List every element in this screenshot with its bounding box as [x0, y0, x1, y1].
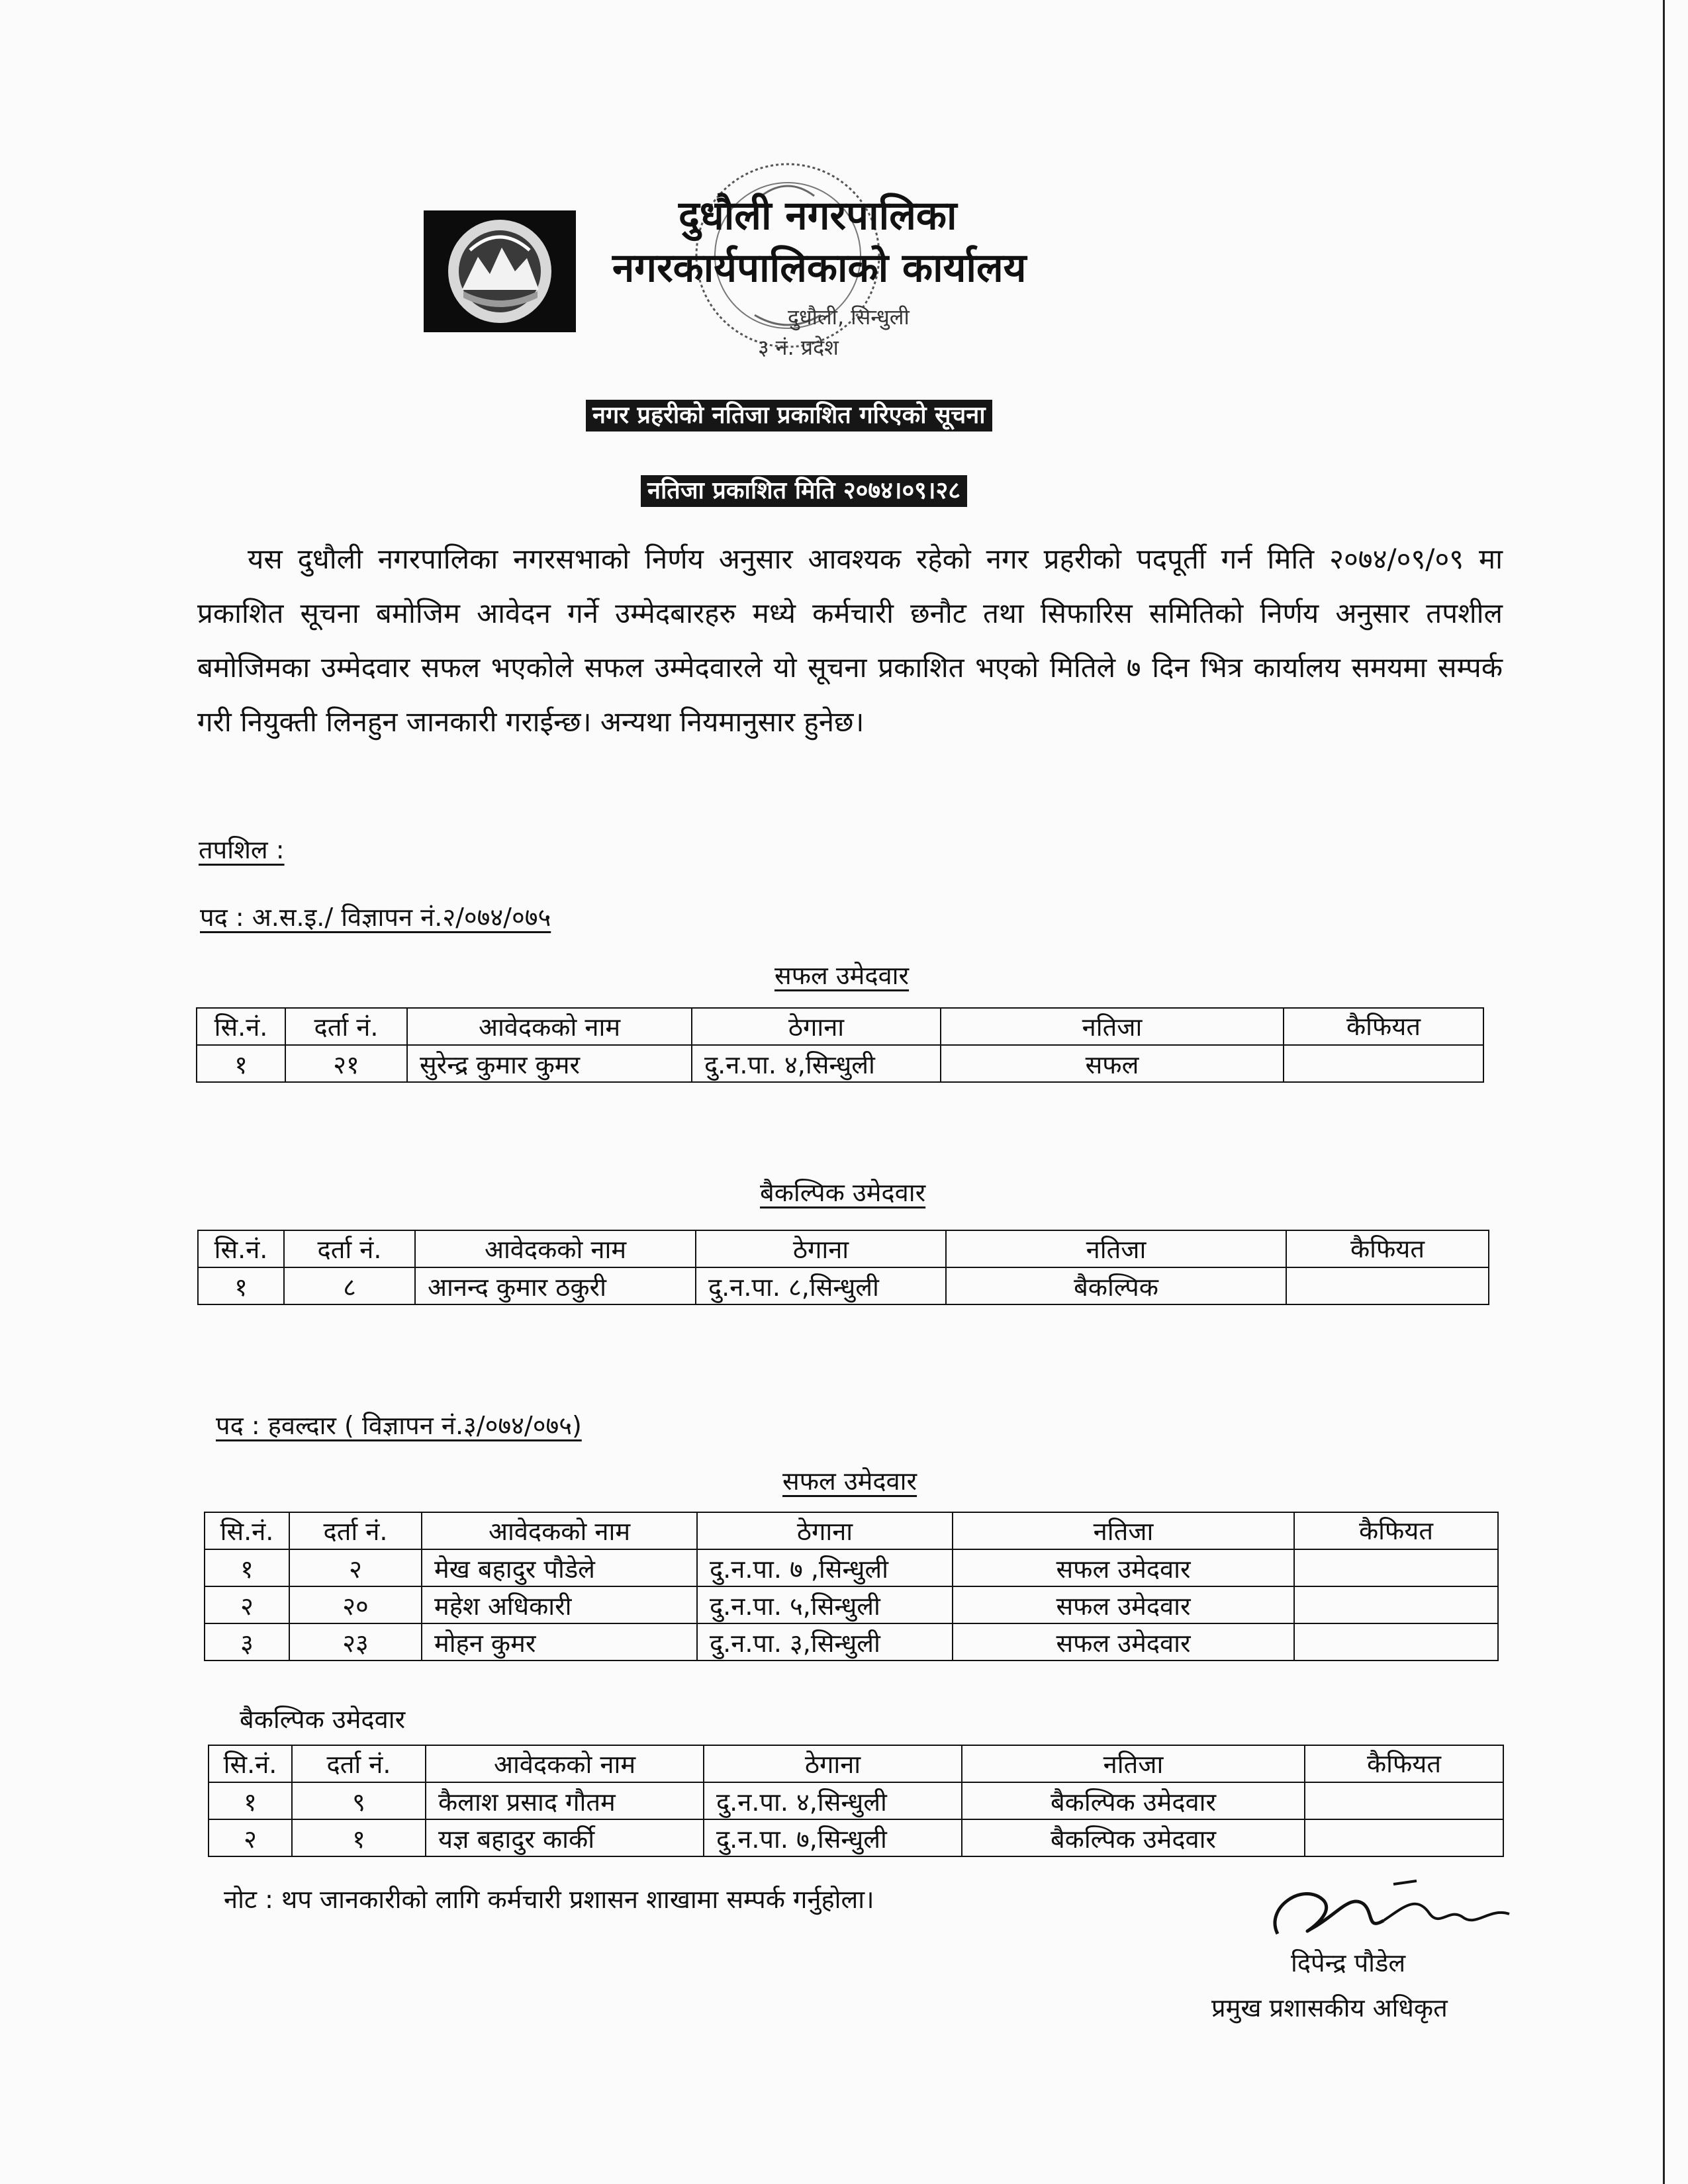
- office-district: दुधौली, सिन्धुली: [788, 304, 910, 330]
- address-cell: दु.न.पा. ८,सिन्धुली: [696, 1267, 946, 1304]
- result-cell: सफल उमेदवार: [953, 1586, 1294, 1623]
- result-cell: सफल उमेदवार: [953, 1623, 1294, 1661]
- government-emblem-icon: [424, 210, 576, 332]
- serial-cell: २: [209, 1819, 292, 1856]
- result-cell: सफल उमेदवार: [953, 1549, 1294, 1586]
- serial-cell: ३: [205, 1623, 289, 1661]
- table-row: [197, 1045, 1483, 1082]
- result-cell: बैकल्पिक उमेदवार: [962, 1782, 1305, 1819]
- column-header: दर्ता नं.: [289, 1512, 422, 1549]
- applicant-name-cell: कैलाश प्रसाद गौतम: [426, 1782, 704, 1819]
- column-header: सि.नं.: [197, 1008, 285, 1045]
- serial-cell: १: [197, 1045, 285, 1082]
- serial-cell: १: [205, 1549, 289, 1586]
- remarks-cell: [1305, 1782, 1503, 1819]
- column-header: नतिजा: [953, 1512, 1294, 1549]
- post-label: पद : हवल्दार ( विज्ञापन नं.३/०७४/०७५): [216, 1411, 582, 1440]
- column-header: आवेदकको नाम: [415, 1230, 696, 1267]
- alternate-candidates-table: [208, 1745, 1504, 1857]
- address-cell: दु.न.पा. ७,सिन्धुली: [704, 1819, 962, 1856]
- alternate-candidates-title: बैकल्पिक उमेदवार: [240, 1705, 406, 1734]
- column-header: आवेदकको नाम: [426, 1745, 704, 1782]
- scan-edge: [1663, 0, 1665, 2184]
- post-label: पद : अ.स.इ./ विज्ञापन नं.२/०७४/०७५: [200, 903, 551, 932]
- column-header: दर्ता नं.: [284, 1230, 415, 1267]
- address-cell: दु.न.पा. ४,सिन्धुली: [692, 1045, 941, 1082]
- successful-candidates-title: सफल उमेदवार: [782, 1467, 917, 1496]
- serial-cell: १: [209, 1782, 292, 1819]
- signer-title: प्रमुख प्रशासकीय अधिकृत: [1211, 1993, 1448, 2023]
- column-header: नतिजा: [941, 1008, 1284, 1045]
- serial-cell: १: [198, 1267, 284, 1304]
- table-row: [205, 1623, 1498, 1661]
- column-header: ठेगाना: [696, 1230, 946, 1267]
- result-date: नतिजा प्रकाशित मिति २०७४।०९।२८: [641, 475, 967, 507]
- address-cell: दु.न.पा. ३,सिन्धुली: [697, 1623, 953, 1661]
- registration-cell: २: [289, 1549, 422, 1586]
- applicant-name-cell: मेख बहादुर पौडेले: [422, 1549, 697, 1586]
- column-header: ठेगाना: [704, 1745, 962, 1782]
- alternate-candidates-title: बैकल्पिक उमेदवार: [760, 1178, 926, 1207]
- successful-candidates-title: सफल उमेदवार: [774, 961, 910, 990]
- alternate-candidates-table: [197, 1230, 1489, 1305]
- table-row: [198, 1267, 1489, 1304]
- registration-cell: १: [292, 1819, 426, 1856]
- table-row: [205, 1549, 1498, 1586]
- table-row: [209, 1782, 1503, 1819]
- notice-title: नगर प्रहरीको नतिजा प्रकाशित गरिएको सूचना: [586, 400, 992, 432]
- table-row: [209, 1819, 1503, 1856]
- column-header: सि.नं.: [209, 1745, 292, 1782]
- successful-candidates-table: [196, 1007, 1484, 1083]
- registration-cell: ९: [292, 1782, 426, 1819]
- registration-cell: ८: [284, 1267, 415, 1304]
- applicant-name-cell: सुरेन्द्र कुमार कुमर: [407, 1045, 692, 1082]
- column-header: सि.नं.: [205, 1512, 289, 1549]
- footer-note: नोट : थप जानकारीको लागि कर्मचारी प्रशासन शाखामा सम्पर्क गर्नुहोला।: [224, 1885, 874, 1914]
- notice-paragraph: यस दुधौली नगरपालिका नगरसभाको निर्णय अनुसार आवश्यक रहेको नगर प्रहरीको पदपूर्ती गर्न मिति २०७४/०९/०९ मा प्रकाशित सूचना बमोजिम आवेदन गर्ने उम्मेदबारहरु मध्ये कर्मचारी छनौट तथा सिफारिस समितिको निर्णय अनुसार तपशील बमोजिमका उम्मेदवार सफल भएकोले सफल उम्मेदवारले यो सूचना प्रकाशित भएको मितिले ७ दिन भित्र कार्यालय समयमा सम्पर्क गरी नियुक्ती लिनहुन जानकारी गराईन्छ। अन्यथा नियमानुसार हुनेछ।: [197, 543, 1503, 738]
- serial-cell: २: [205, 1586, 289, 1623]
- address-cell: दु.न.पा. ४,सिन्धुली: [704, 1782, 962, 1819]
- column-header: कैफियत: [1284, 1008, 1483, 1045]
- registration-cell: २१: [285, 1045, 407, 1082]
- column-header: ठेगाना: [697, 1512, 953, 1549]
- column-header: दर्ता नं.: [285, 1008, 407, 1045]
- column-header: नतिजा: [946, 1230, 1286, 1267]
- table-row: [205, 1586, 1498, 1623]
- remarks-cell: [1294, 1623, 1498, 1661]
- registration-cell: २०: [289, 1586, 422, 1623]
- column-header: कैफियत: [1294, 1512, 1498, 1549]
- remarks-cell: [1294, 1586, 1498, 1623]
- column-header: सि.नं.: [198, 1230, 284, 1267]
- address-cell: दु.न.पा. ५,सिन्धुली: [697, 1586, 953, 1623]
- signature-mark: [1251, 1868, 1529, 1960]
- column-header: नतिजा: [962, 1745, 1305, 1782]
- remarks-cell: [1286, 1267, 1489, 1304]
- column-header: दर्ता नं.: [292, 1745, 426, 1782]
- signer-name: दिपेन्द्र पौडेल: [1291, 1948, 1406, 1978]
- table-header-row: [198, 1230, 1489, 1267]
- office-title: नगरकार्यपालिकाको कार्यालय: [612, 245, 1027, 291]
- remarks-cell: [1294, 1549, 1498, 1586]
- applicant-name-cell: यज्ञ बहादुर कार्की: [426, 1819, 704, 1856]
- successful-candidates-table: [204, 1512, 1499, 1661]
- remarks-cell: [1284, 1045, 1483, 1082]
- table-header-row: [205, 1512, 1498, 1549]
- remarks-cell: [1305, 1819, 1503, 1856]
- applicant-name-cell: महेश अधिकारी: [422, 1586, 697, 1623]
- applicant-name-cell: आनन्द कुमार ठकुरी: [415, 1267, 696, 1304]
- office-name: दुधौली नगरपालिका: [679, 193, 957, 239]
- column-header: ठेगाना: [692, 1008, 941, 1045]
- column-header: आवेदकको नाम: [407, 1008, 692, 1045]
- registration-cell: २३: [289, 1623, 422, 1661]
- result-cell: बैकल्पिक: [946, 1267, 1286, 1304]
- applicant-name-cell: मोहन कुमर: [422, 1623, 697, 1661]
- result-cell: बैकल्पिक उमेदवार: [962, 1819, 1305, 1856]
- table-header-row: [209, 1745, 1503, 1782]
- address-cell: दु.न.पा. ७ ,सिन्धुली: [697, 1549, 953, 1586]
- column-header: कैफियत: [1286, 1230, 1489, 1267]
- result-cell: सफल: [941, 1045, 1284, 1082]
- column-header: कैफियत: [1305, 1745, 1503, 1782]
- table-header-row: [197, 1008, 1483, 1045]
- office-province: ३ नं. प्रदेश: [758, 335, 839, 360]
- column-header: आवेदकको नाम: [422, 1512, 697, 1549]
- details-label: तपशिल :: [199, 835, 285, 864]
